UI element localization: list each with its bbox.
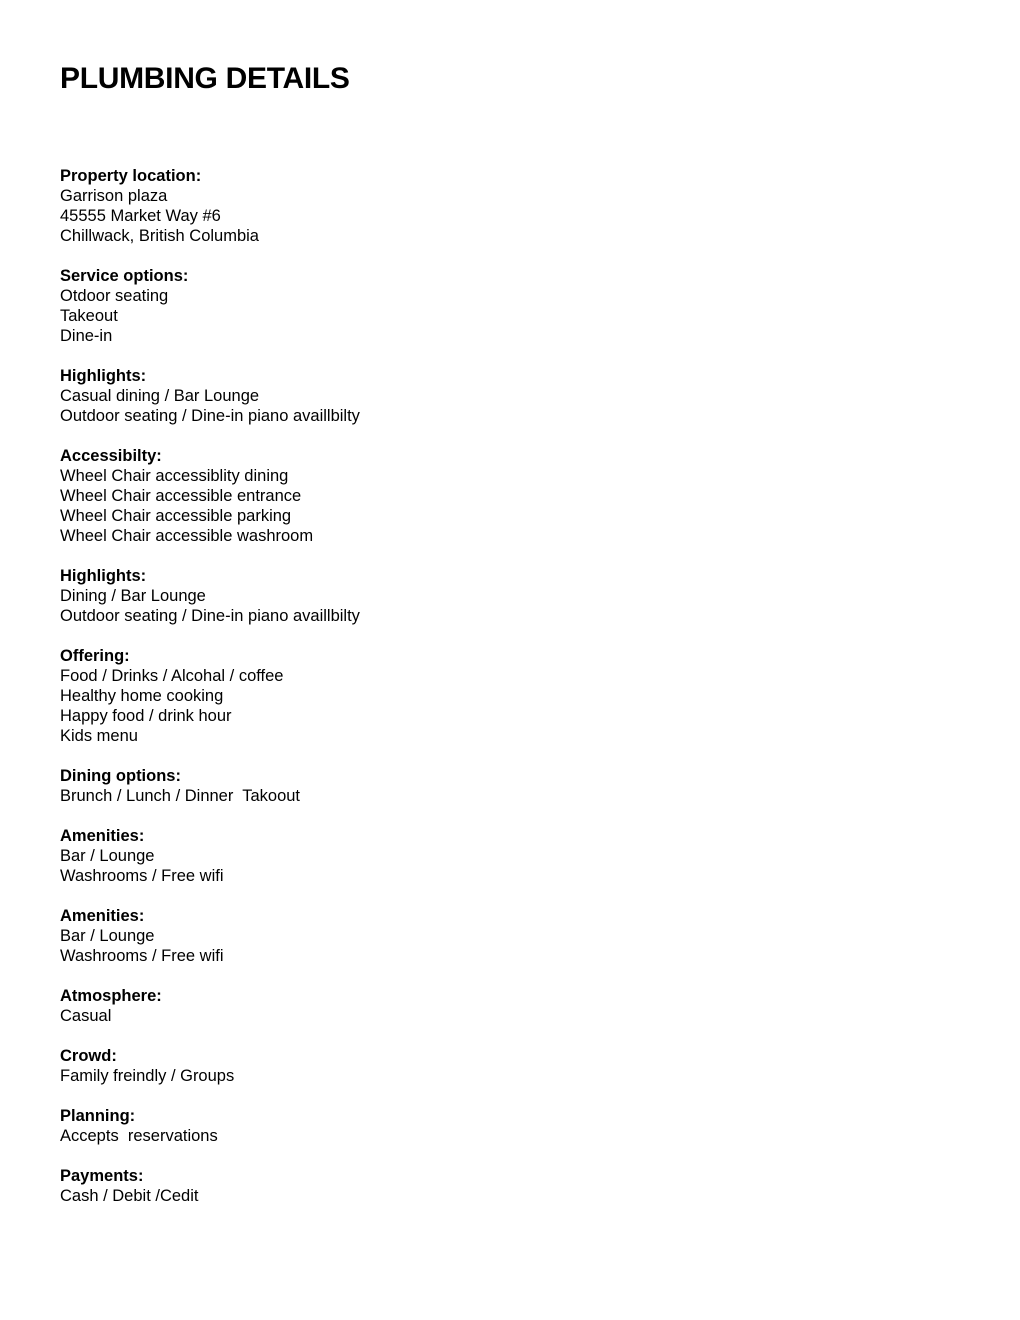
detail-section: [60, 986, 960, 1026]
detail-section: [60, 166, 960, 246]
section-line: Accepts reservations: [60, 1127, 218, 1145]
section-line: Kids menu: [60, 727, 138, 745]
section-heading: Payments:: [60, 1167, 144, 1185]
detail-section: [60, 566, 960, 626]
section-line: Wheel Chair accessible washroom: [60, 527, 314, 545]
section-line: Garrison plaza: [60, 187, 168, 205]
section-line: Washrooms / Free wifi: [60, 867, 224, 885]
section-heading: Offering:: [60, 647, 130, 665]
detail-section: [60, 366, 960, 426]
detail-section: [60, 646, 960, 746]
section-heading: Highlights:: [60, 367, 147, 385]
section-line: 45555 Market Way #6: [60, 207, 221, 225]
section-heading: Property location:: [60, 167, 202, 185]
section-line: Wheel Chair accessible parking: [60, 507, 292, 525]
section-line: Bar / Lounge: [60, 847, 155, 865]
section-line: Dine-in: [60, 327, 113, 345]
page-title: PLUMBING DETAILS: [60, 62, 350, 95]
section-line: Dining / Bar Lounge: [60, 587, 206, 605]
section-heading: Amenities:: [60, 907, 145, 925]
section-line: Outdoor seating / Dine-in piano availlbilty: [60, 407, 360, 425]
section-line: Cash / Debit /Cedit: [60, 1187, 199, 1205]
section-line: Otdoor seating: [60, 287, 169, 305]
section-line: Outdoor seating / Dine-in piano availlbilty: [60, 607, 360, 625]
section-heading: Accessibilty:: [60, 447, 162, 465]
detail-section: [60, 906, 960, 966]
section-heading: Dining options:: [60, 767, 181, 785]
section-line: Bar / Lounge: [60, 927, 155, 945]
section-line: Chillwack, British Columbia: [60, 227, 259, 245]
section-line: Wheel Chair accessiblity dining: [60, 467, 289, 485]
detail-section: [60, 1166, 960, 1206]
detail-section: [60, 1106, 960, 1146]
detail-section: [60, 266, 960, 346]
section-heading: Amenities:: [60, 827, 145, 845]
section-heading: Service options:: [60, 267, 189, 285]
section-line: Brunch / Lunch / Dinner Takoout: [60, 787, 301, 805]
section-line: Casual dining / Bar Lounge: [60, 387, 260, 405]
document-page: [60, 60, 960, 1226]
detail-section: [60, 1046, 960, 1086]
detail-section: [60, 446, 960, 546]
section-line: Family freindly / Groups: [60, 1067, 235, 1085]
detail-section: [60, 766, 960, 806]
section-line: Casual: [60, 1007, 112, 1025]
section-line: Takeout: [60, 307, 118, 325]
section-line: Wheel Chair accessible entrance: [60, 487, 302, 505]
section-heading: Highlights:: [60, 567, 147, 585]
section-heading: Crowd:: [60, 1047, 117, 1065]
section-line: Food / Drinks / Alcohal / coffee: [60, 667, 284, 685]
section-line: Healthy home cooking: [60, 687, 224, 705]
detail-section: [60, 826, 960, 886]
section-heading: Atmosphere:: [60, 987, 162, 1005]
section-heading: Planning:: [60, 1107, 136, 1125]
section-line: Washrooms / Free wifi: [60, 947, 224, 965]
detail-sections: [60, 166, 960, 1206]
section-line: Happy food / drink hour: [60, 707, 232, 725]
